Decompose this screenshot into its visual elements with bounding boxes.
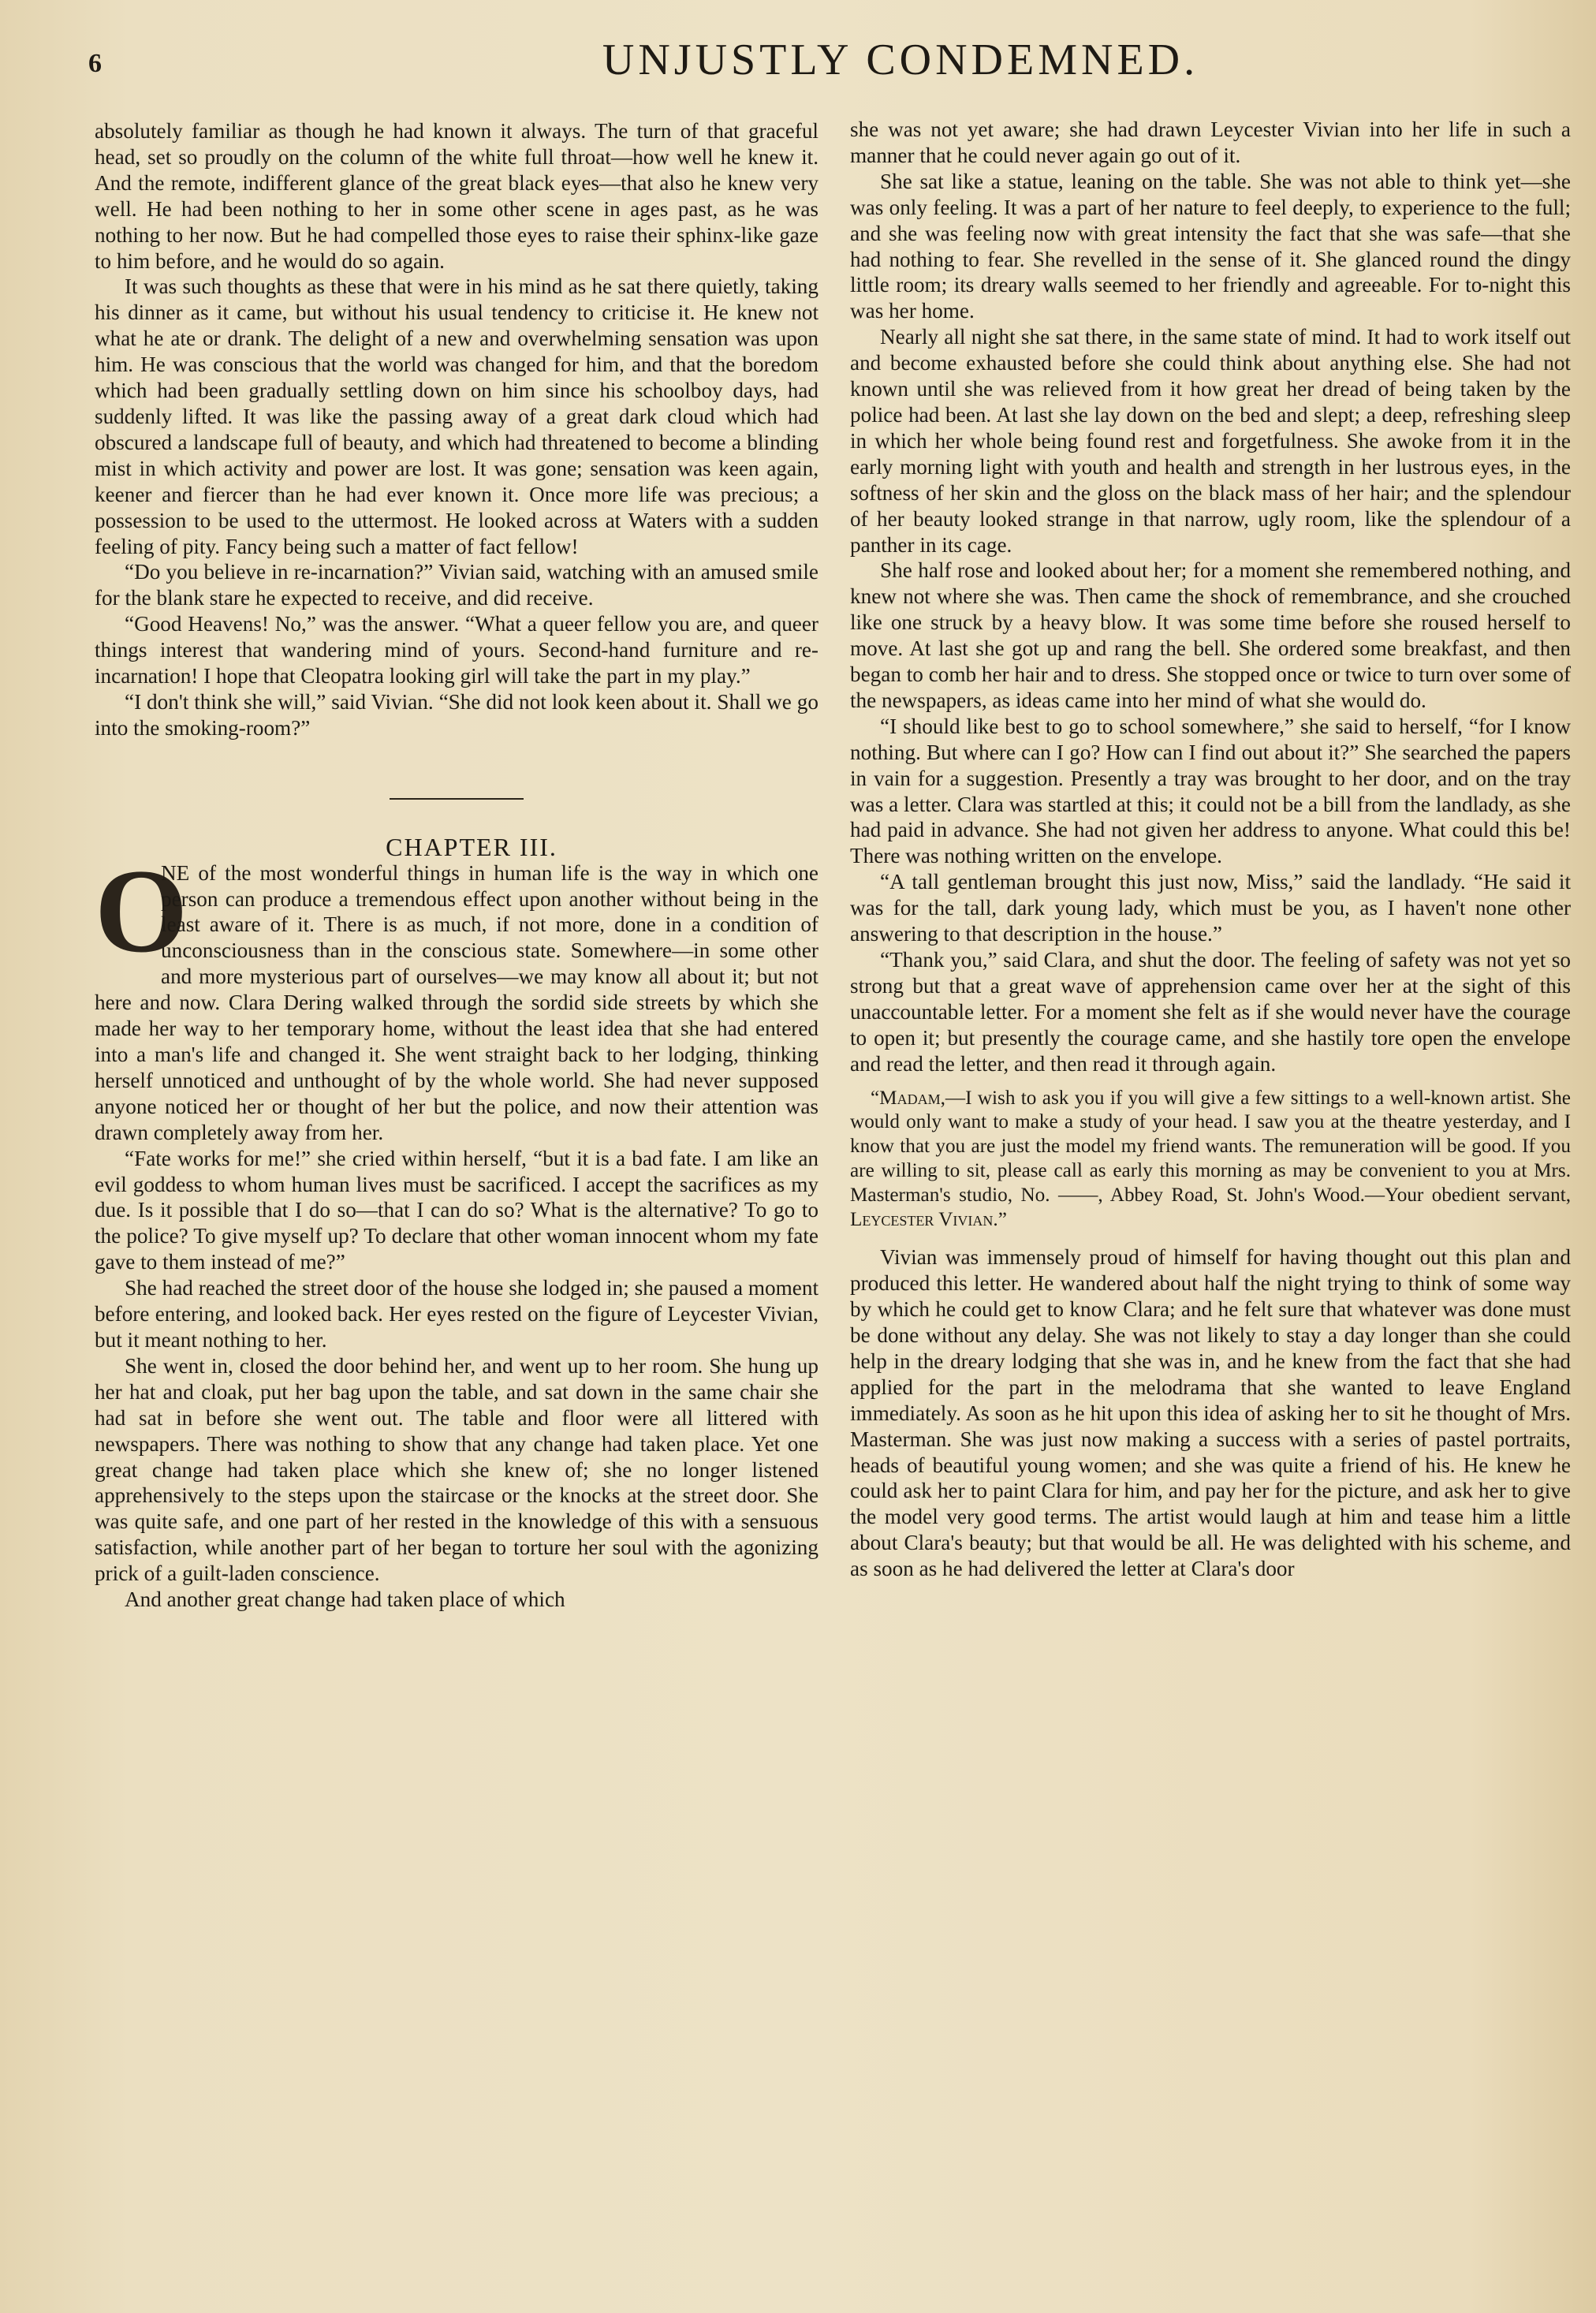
paragraph: “Good Heavens! No,” was the answer. “What a queer fellow you are, and queer things interest that wandering mind of yours. Second-hand furniture and re-incarnation! I hope that Cleopatra looking girl will take the part in my play.” bbox=[95, 612, 819, 688]
paragraph: “I don't think she will,” said Vivian. “She did not look keen about it. Shall we go into the smoking-room?” bbox=[95, 689, 819, 740]
paragraph: She half rose and looked about her; for a moment she remembered nothing, and knew not where she was. Then came the shock of remembrance, and she crouched like one struck by a heavy blow. It was some time before she roused herself to move. At last she got up and rang the bell. She ordered some breakfast, and then began to comb her hair and to dress. She stopped once or twice to turn over some of the newspapers, as ideas came into her mind of what she would do. bbox=[850, 558, 1571, 712]
paragraph: She went in, closed the door behind her, and went up to her room. She hung up her hat and cloak, put her bag upon the table, and sat down in the same chair she had sat in before she went out. The table and floor were all littered with newspapers. There was nothing to show that any change had taken place. Yet one great change had taken place which she knew of; she no longer listened apprehensively to the steps upon the staircase or the knocks at the street door. She was quite safe, and one part of her rested in the knowledge of this with a sensuous satisfaction, while another part of her began to torture her soul with the agonizing prick of a guilt-laden conscience. bbox=[95, 1353, 819, 1586]
right-column bbox=[850, 117, 1571, 1582]
chapter-heading: CHAPTER III. bbox=[386, 832, 557, 861]
page-number: 6 bbox=[88, 49, 102, 78]
paragraph: absolutely familiar as though he had known it always. The turn of that graceful head, set so proudly on the column of the white full throat—how well he knew it. And the remote, indifferent glance of the great black eyes—that also he knew very well. He had been nothing to her in some other scene in ages past, as he was nothing to her now. But he had compelled those eyes to raise their sphinx-like gaze to him before, and he would do so again. bbox=[95, 119, 819, 273]
drop-cap: O bbox=[95, 844, 188, 977]
paragraph: “Thank you,” said Clara, and shut the door. The feeling of safety was not yet so strong but that a great wave of apprehension came over her at the sight of this unaccountable letter. For a moment she felt as if she would never have the courage to open it; but presently the courage came, and she hastily tore open the envelope and read the letter, and then read it through again. bbox=[850, 948, 1571, 1076]
paragraph: she was not yet aware; she had drawn Leycester Vivian into her life in such a manner that he could never again go out of it. bbox=[850, 118, 1571, 167]
paragraph: “A tall gentleman brought this just now, Miss,” said the landlady. “He said it was for the tall, dark young lady, which must be you, as I haven't none other answering to that description in the house.” bbox=[850, 870, 1571, 946]
paragraph: And another great change had taken place of which bbox=[125, 1587, 565, 1612]
letter-close: ” bbox=[998, 1208, 1007, 1230]
paragraph: “Do you believe in re-incarnation?” Vivian said, watching with an amused smile for the blank stare he expected to receive, and did receive. bbox=[95, 560, 819, 610]
quoted-letter bbox=[850, 1087, 1571, 1233]
paragraph: It was such thoughts as these that were in his mind as he sat there quietly, taking his dinner as it came, but without his usual tendency to criticise it. He knew not what he ate or drank. The delight of a new and overwhelming sensation was upon him. He was conscious that the world was changed for him, and that the boredom which had been gradually settling down on him since his schoolboy days, had suddenly lifted. It was like the passing away of a great dark cloud which had obscured a landscape full of beauty, and which had threatened to become a blinding mist in which activity and power are lost. It was gone; sensation was keen again, keener and fiercer than he had ever known it. Once more life was precious; a possession to be used to the uttermost. He looked across at Waters with a sudden feeling of pity. Fancy being such a matter of fact fellow! bbox=[95, 274, 819, 558]
paragraph: Vivian was immensely proud of himself for having thought out this plan and produced this letter. He wandered about half the night trying to think of some way by which he could get to know Clara; and he felt sure that whatever was done must be done without any delay. She was not likely to stay a day longer than she could help in the dreary lodging that she was in, and he knew from the fact that she had applied for the part in the melodrama that she wanted to leave England immediately. As soon as he hit upon this idea of asking her to sit he thought of Mrs. Masterman. She was just now making a success with a series of pastel portraits, heads of beautiful young women; and she was quite a friend of his. He knew he could ask her to paint Clara for him, and pay her for the picture, and ask her to give the model very good terms. The artist would laugh at him and tease him a little about Clara's beauty; but that would be all. He was delighted with his scheme, and as soon as he had delivered the letter at Clara's door bbox=[850, 1245, 1571, 1581]
letter-signature: Leycester Vivian. bbox=[850, 1208, 998, 1230]
section-divider bbox=[390, 798, 524, 800]
paragraph: “Fate works for me!” she cried within herself, “but it is a bad fate. I am like an evil goddess to whom human lives must be sacrificed. I accept the sacrifices as my due. Is it possible that I do so—that I can do so? What is the alternative? To go to the police? To give myself up? To declare that other woman innocent whom my fate gave to them instead of me?” bbox=[95, 1146, 819, 1274]
letter-body: —I wish to ask you if you will give a few sittings to a well-known artist. She would only want to make a study of your head. I saw you at the theatre yesterday, and I know that you are just the model my friend wants. The remuneration will be good. If you are willing to sit, please call as early this morning as may be convenient to you at Mrs. Masterman's studio, No. ——, Abbey Road, St. John's Wood.—Your obedient servant, bbox=[850, 1087, 1571, 1206]
running-title: UNJUSTLY CONDEMNED. bbox=[602, 35, 1199, 84]
paragraph: She sat like a statue, leaning on the table. She was not able to think yet—she was only feeling. It was a part of her nature to feel deeply, to experience to the full; and she was feeling now with great intensity the fact that she was safe—that she had nothing to fear. She revelled in the sense of it. She glanced round the dingy little room; its dreary walls seemed to her friendly and agreeable. For to-night this was her home. bbox=[850, 169, 1571, 323]
paragraph: She had reached the street door of the house she lodged in; she paused a moment before entering, and looked back. Her eyes rested on the figure of Leycester Vivian, but it meant nothing to her. bbox=[95, 1276, 819, 1352]
paragraph-text: NE of the most wonderful things in human life is the way in which one person can produce a tremendous effect upon another without being in the least aware of it. There is as much, if not more, done in a condition of unconsciousness than in the conscious state. Somewhere—in some other and more mysterious part of ourselves—we may know all about it; but not here and now. Clara Dering walked through the sordid side streets by which she made her way to her temporary home, without the least idea that she had entered into a man's life and changed it. She went straight back to her lodging, thinking herself unnoticed and unthought of by the whole world. She had never supposed anyone noticed her or thought of her but the police, and now their attention was drawn completely away from her. bbox=[95, 860, 819, 1144]
paragraph: Nearly all night she sat there, in the same state of mind. It had to work itself out and become exhausted before she could think about anything else. She had not known until she was relieved from it how great her dread of being taken by the police had been. At last she lay down on the bed and slept; a deep, refreshing sleep in which her whole being found rest and forgetfulness. She awoke from it in the early morning light with youth and health and strength in her lustrous eyes, in the softness of her skin and the gloss on the black mass of her hair; and the splendour of her beauty looked strange in that narrow, ugly room, like the splendour of a panther in its cage. bbox=[850, 325, 1571, 557]
letter-salutation: “Madam, bbox=[871, 1087, 945, 1109]
paragraph: “I should like best to go to school somewhere,” she said to herself, “for I know nothing. But where can I go? How can I find out about it?” She searched the papers in vain for a suggestion. Presently a tray was brought to her door, and on the tray was a letter. Clara was startled at this; it could not be a bill from the landlady, as she had paid in advance. She had not given her address to anyone. What could this be! There was nothing written on the envelope. bbox=[850, 714, 1571, 868]
page-header bbox=[88, 32, 1587, 95]
left-column bbox=[95, 118, 819, 1613]
